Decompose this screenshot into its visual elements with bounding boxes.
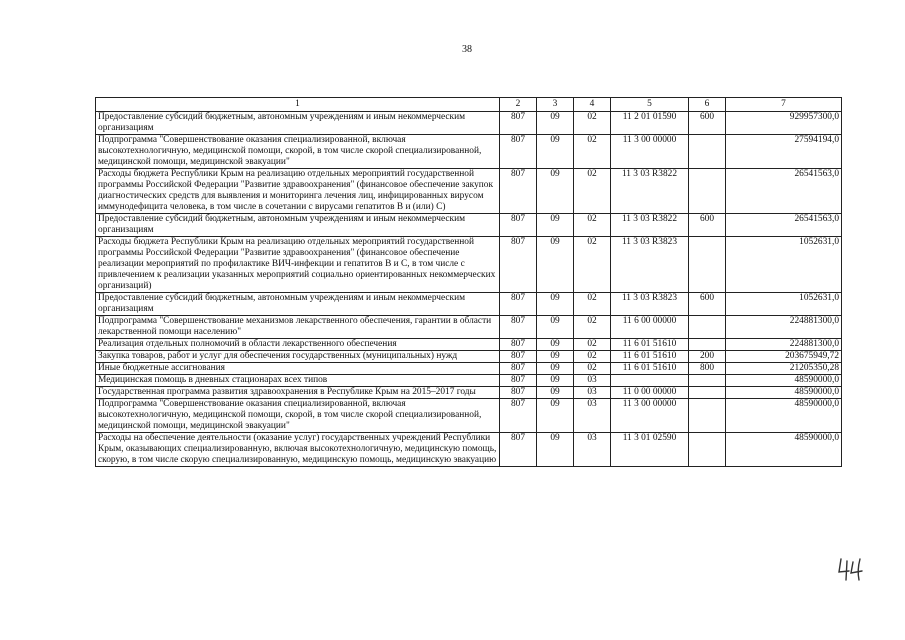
row-sum: 929957300,0 <box>726 112 842 135</box>
row-grbs: 807 <box>500 237 537 293</box>
row-pr: 02 <box>574 363 611 375</box>
row-csr: 11 3 03 R3823 <box>611 293 689 316</box>
row-vr <box>689 339 726 351</box>
row-pr: 02 <box>574 237 611 293</box>
row-sum: 48590000,0 <box>726 399 842 433</box>
row-pr: 02 <box>574 293 611 316</box>
table-row <box>96 112 842 135</box>
table-row <box>96 399 842 433</box>
row-name: Расходы бюджета Республики Крым на реализацию отдельных мероприятий государственной программы Российской Федерации "Развитие здравоохранения" (финансовое обеспечение реализации мероприятий по профилактике ВИЧ-инфекции и гепатитов В и С, в том числе с привлечением к реализации указанных мероприятий социально ориентированных некоммерческих организаций) <box>96 237 500 293</box>
row-csr: 11 6 01 51610 <box>611 363 689 375</box>
row-csr: 11 2 01 01590 <box>611 112 689 135</box>
header-cell: 4 <box>574 98 611 112</box>
row-sum: 224881300,0 <box>726 316 842 339</box>
row-name: Предоставление субсидий бюджетным, автономным учреждениям и иным некоммерческим организациям <box>96 293 500 316</box>
row-grbs: 807 <box>500 214 537 237</box>
header-cell: 5 <box>611 98 689 112</box>
row-name: Медицинская помощь в дневных стационарах всех типов <box>96 375 500 387</box>
row-rz: 09 <box>537 433 574 467</box>
header-cell: 7 <box>726 98 842 112</box>
row-vr: 600 <box>689 214 726 237</box>
row-vr <box>689 135 726 169</box>
table-row <box>96 135 842 169</box>
header-cell: 6 <box>689 98 726 112</box>
table-row <box>96 387 842 399</box>
row-pr: 02 <box>574 214 611 237</box>
row-csr: 11 3 03 R3822 <box>611 214 689 237</box>
row-rz: 09 <box>537 387 574 399</box>
table-row <box>96 169 842 214</box>
row-rz: 09 <box>537 135 574 169</box>
row-rz: 09 <box>537 112 574 135</box>
row-pr: 02 <box>574 316 611 339</box>
row-name: Предоставление субсидий бюджетным, автономным учреждениям и иным некоммерческим организациям <box>96 214 500 237</box>
row-vr <box>689 399 726 433</box>
row-rz: 09 <box>537 339 574 351</box>
row-grbs: 807 <box>500 363 537 375</box>
row-name: Подпрограмма "Совершенствование оказания специализированной, включая высокотехнологичную, медицинской помощи, скорой, в том числе скорой специализированной, медицинской помощи, медицинской эвакуации" <box>96 399 500 433</box>
row-vr <box>689 316 726 339</box>
row-csr: 11 6 01 51610 <box>611 351 689 363</box>
row-sum: 1052631,0 <box>726 237 842 293</box>
budget-table <box>95 97 842 467</box>
row-pr: 03 <box>574 433 611 467</box>
table-row <box>96 363 842 375</box>
table-header-row <box>96 98 842 112</box>
row-sum: 1052631,0 <box>726 293 842 316</box>
row-rz: 09 <box>537 293 574 316</box>
row-sum: 48590000,0 <box>726 387 842 399</box>
row-rz: 09 <box>537 399 574 433</box>
row-vr: 800 <box>689 363 726 375</box>
table-row <box>96 316 842 339</box>
table-row <box>96 351 842 363</box>
row-csr: 11 3 00 00000 <box>611 399 689 433</box>
row-grbs: 807 <box>500 293 537 316</box>
row-vr <box>689 387 726 399</box>
row-grbs: 807 <box>500 339 537 351</box>
row-vr: 200 <box>689 351 726 363</box>
header-cell: 2 <box>500 98 537 112</box>
row-name: Иные бюджетные ассигнования <box>96 363 500 375</box>
row-name: Подпрограмма "Совершенствование оказания специализированной, включая высокотехнологичную, медицинской помощи, скорой, в том числе скорой специализированной, медицинской помощи, медицинской эвакуации" <box>96 135 500 169</box>
row-name: Подпрограмма "Совершенствование механизмов лекарственного обеспечения, гарантии в области лекарственной помощи населению" <box>96 316 500 339</box>
row-rz: 09 <box>537 351 574 363</box>
row-csr: 11 0 00 00000 <box>611 387 689 399</box>
row-grbs: 807 <box>500 112 537 135</box>
row-rz: 09 <box>537 363 574 375</box>
row-name: Реализация отдельных полномочий в области лекарственного обеспечения <box>96 339 500 351</box>
row-grbs: 807 <box>500 316 537 339</box>
row-sum: 203675949,72 <box>726 351 842 363</box>
header-cell: 3 <box>537 98 574 112</box>
row-grbs: 807 <box>500 375 537 387</box>
row-name: Закупка товаров, работ и услуг для обеспечения государственных (муниципальных) нужд <box>96 351 500 363</box>
row-csr: 11 3 00 00000 <box>611 135 689 169</box>
row-pr: 03 <box>574 387 611 399</box>
row-csr: 11 3 01 02590 <box>611 433 689 467</box>
table-row <box>96 293 842 316</box>
row-pr: 03 <box>574 399 611 433</box>
row-vr <box>689 433 726 467</box>
row-vr <box>689 375 726 387</box>
row-vr: 600 <box>689 112 726 135</box>
row-rz: 09 <box>537 375 574 387</box>
row-csr: 11 3 03 R3822 <box>611 169 689 214</box>
row-grbs: 807 <box>500 399 537 433</box>
row-sum: 26541563,0 <box>726 214 842 237</box>
row-vr <box>689 237 726 293</box>
row-sum: 27594194,0 <box>726 135 842 169</box>
page-number: 38 <box>462 44 472 55</box>
row-pr: 03 <box>574 375 611 387</box>
row-name: Расходы на обеспечение деятельности (оказание услуг) государственных учреждений Республики Крым, оказывающих специализированную, включая высокотехнологичную, медицинскую помощь, скорую, в том числе скорую специализированную, медицинскую помощь, медицинскую эвакуацию <box>96 433 500 467</box>
row-csr: 11 6 01 51610 <box>611 339 689 351</box>
row-rz: 09 <box>537 316 574 339</box>
table-row <box>96 339 842 351</box>
row-pr: 02 <box>574 112 611 135</box>
row-sum: 224881300,0 <box>726 339 842 351</box>
table-row <box>96 214 842 237</box>
row-grbs: 807 <box>500 351 537 363</box>
row-vr <box>689 169 726 214</box>
table-row <box>96 237 842 293</box>
row-sum: 48590000,0 <box>726 433 842 467</box>
row-sum: 21205350,28 <box>726 363 842 375</box>
row-pr: 02 <box>574 351 611 363</box>
row-grbs: 807 <box>500 169 537 214</box>
row-rz: 09 <box>537 169 574 214</box>
header-cell: 1 <box>96 98 500 112</box>
row-vr: 600 <box>689 293 726 316</box>
row-pr: 02 <box>574 339 611 351</box>
row-csr <box>611 375 689 387</box>
row-grbs: 807 <box>500 433 537 467</box>
row-csr: 11 3 03 R3823 <box>611 237 689 293</box>
row-sum: 26541563,0 <box>726 169 842 214</box>
row-csr: 11 6 00 00000 <box>611 316 689 339</box>
row-pr: 02 <box>574 135 611 169</box>
row-pr: 02 <box>574 169 611 214</box>
row-name: Государственная программа развития здравоохранения в Республике Крым на 2015–2017 годы <box>96 387 500 399</box>
handwritten-page-mark <box>836 556 870 582</box>
row-grbs: 807 <box>500 135 537 169</box>
row-rz: 09 <box>537 214 574 237</box>
row-rz: 09 <box>537 237 574 293</box>
table-row <box>96 375 842 387</box>
row-grbs: 807 <box>500 387 537 399</box>
row-sum: 48590000,0 <box>726 375 842 387</box>
row-name: Расходы бюджета Республики Крым на реализацию отдельных мероприятий государственной программы Российской Федерации "Развитие здравоохранения" (финансовое обеспечение закупок диагностических средств для выявления и мониторинга лечения лиц, инфицированных вирусом иммунодефицита человека, в том числе в сочетании с вирусами гепатитов В и (или) С) <box>96 169 500 214</box>
row-name: Предоставление субсидий бюджетным, автономным учреждениям и иным некоммерческим организациям <box>96 112 500 135</box>
table-row <box>96 433 842 467</box>
